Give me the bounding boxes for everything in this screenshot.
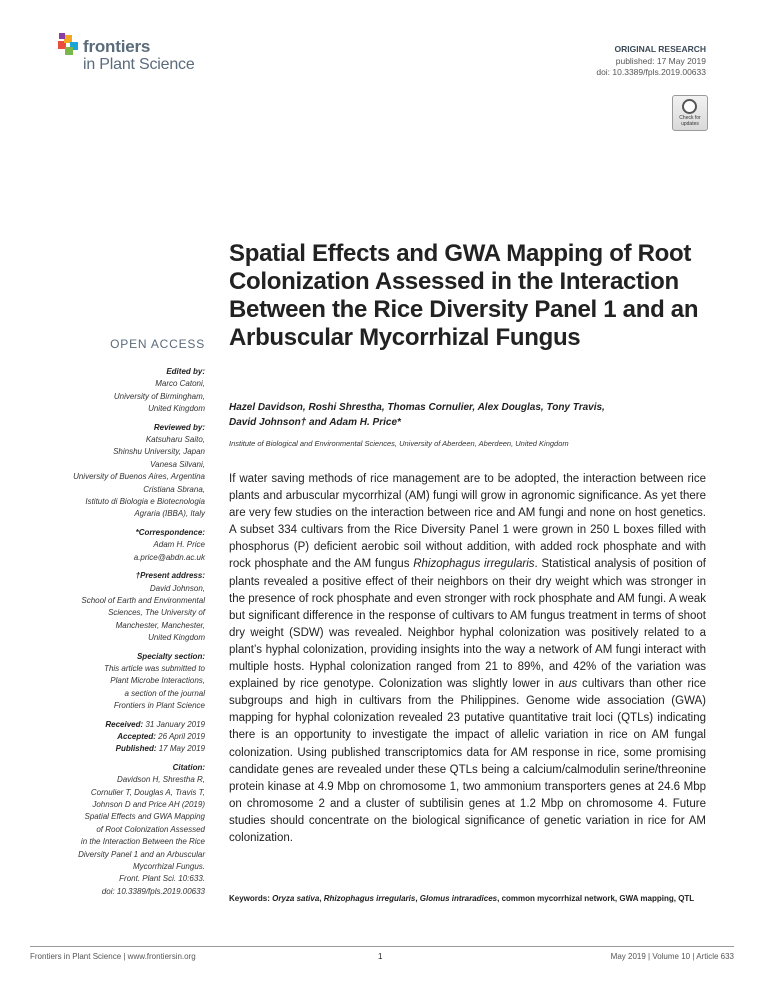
abstract-part-1: If water saving methods of rice management are to be adopted, the interaction between rice plants and arbuscular mycorrhizal (AM) fungi will grow in agronomic significance. As yet there are very few studies on the interaction between rice and AM fungi and none on host genetics. A subset 334 cultivars from the Rice Diversity Panel 1 were grown in 250 L boxes filled with phosphorus (P) deficient aerobic soil without addition, with added rock phosphate and with rock phosphate and the AM fungus <box>229 473 706 571</box>
article-title: Spatial Effects and GWA Mapping of Root Colonization Assessed in the Interaction Between the Rice Diversity Panel 1 and an Arbuscular Mycorrhizal Fungus <box>229 240 699 351</box>
page-number: 1 <box>378 952 383 961</box>
present-address-label: †Present address: <box>135 571 205 581</box>
article-info-sidebar <box>35 366 205 898</box>
reviewer-line: University of Buenos Aires, Argentina <box>73 472 205 482</box>
present-address-line: Sciences, The University of <box>108 608 205 618</box>
check-updates-icon <box>682 99 697 114</box>
check-for-updates-button[interactable] <box>672 95 708 131</box>
reviewer-line: Cristiana Sbrana, <box>143 484 205 494</box>
citation-line: Spatial Effects and GWA Mapping <box>84 812 205 822</box>
journal-logo <box>58 33 218 77</box>
abstract-part-2: . Statistical analysis of position of plants revealed a positive effect of their neighbors on their dry weight which was stronger in the presence of rock phosphate and even stronger with rock phosphate and AM fungi. A weak but significant difference in the response of cultivars to AM fungus treatment in terms of shoot dry weight (SDW) was revealed. Neighbor hyphal colonization was positively related to a plant’s hyphal colonization, providing insights into the way a network of AM fungi interact with multiple hosts. Hyphal colonization ranged from 21 to 89%, and 42% of the variation was explained by rice genotype. Colonization was slightly lower in <box>229 558 707 691</box>
reviewer-line: Agraria (IBBA), Italy <box>134 509 205 519</box>
keyword-1: Oryza sativa <box>272 894 320 903</box>
doi-link[interactable]: doi: 10.3389/fpls.2019.00633 <box>596 67 706 77</box>
accepted-date: Accepted: 26 April 2019 <box>117 731 205 741</box>
abstract-aus: aus <box>558 678 578 691</box>
keyword-2: Rhizophagus irregularis <box>323 894 416 903</box>
reviewer-line: Katsuharu Saito, <box>145 435 205 445</box>
citation-line: Johnson D and Price AH (2019) <box>92 800 205 809</box>
authors-line-2: David Johnson† and Adam H. Price* <box>229 416 401 428</box>
correspondence-email-link[interactable]: a.price@abdn.ac.uk <box>133 552 205 562</box>
published-date: published: 17 May 2019 <box>615 56 706 66</box>
present-address-line: Manchester, Manchester, <box>115 620 205 630</box>
keywords: Keywords: Oryza sativa, Rhizophagus irregularis, Glomus intraradices, common mycorrhizal network, GWA mapping, QTL <box>229 894 695 903</box>
logo-word-frontiers: frontiers <box>83 37 151 56</box>
logo-word-journal: in Plant Science <box>83 56 195 73</box>
reviewer-line: Shinshu University, Japan <box>113 447 205 457</box>
received-date: Received: 31 January 2019 <box>105 719 205 729</box>
citation-line: Diversity Panel 1 and an Arbuscular <box>78 849 205 859</box>
published-date-sidebar: Published: 17 May 2019 <box>115 744 205 754</box>
present-address-line: School of Earth and Environmental <box>81 595 205 605</box>
specialty-line: Frontiers in Plant Science <box>113 701 205 711</box>
keywords-label: Keywords: <box>229 894 270 903</box>
citation-line: Mycorrhizal Fungus. <box>132 862 205 872</box>
citation-line: of Root Colonization Assessed <box>96 824 205 834</box>
specialty-section-label: Specialty section: <box>136 651 205 661</box>
abstract-part-3: cultivars than other rice subgroups and high in cultivars from the Philippines. Genome wide association (GWA) mapping for hyphal colonization revealed 23 putative quantitative trait loci (QTLs) indicating there is an opportunity to investigate the impact of allelic variation in rice on AM fungal colonization. Using published transcriptomics data for AM response in rice, some promising candidate genes are revealed under these QTLs being a calcium/calmodulin serine/threonine protein kinase at 4.9 Mbp on chromosome 1, two ammonium transporters genes at 24.6 Mbp on chromosome 2 and a cluster of subtilisin genes at 1.2 Mbp on chromosome 4. Future studies should concentrate on the biological significance of genetic variation in rice for AM colonization. <box>229 678 706 844</box>
specialty-line: Plant Microbe Interactions, <box>110 676 205 686</box>
edited-by-label: Edited by: <box>166 367 205 376</box>
editor-line: University of Birmingham, <box>113 391 205 401</box>
correspondence-name: Adam H. Price <box>153 540 205 550</box>
present-address-line: United Kingdom <box>148 633 205 643</box>
frontiers-logo-icon <box>58 33 80 57</box>
present-address-line: David Johnson, <box>149 583 205 593</box>
footer-divider <box>30 946 734 947</box>
specialty-line: This article was submitted to <box>104 663 205 673</box>
citation-line: Davidson H, Shrestha R, <box>116 775 205 785</box>
specialty-line: a section of the journal <box>124 688 205 698</box>
editor-line: United Kingdom <box>148 404 205 414</box>
abstract <box>229 471 706 847</box>
author-list <box>229 401 709 430</box>
reviewed-by-label: Reviewed by: <box>153 422 205 432</box>
citation-doi-link[interactable]: doi: 10.3389/fpls.2019.00633 <box>101 886 205 896</box>
editor-line: Marco Catoni, <box>155 379 205 389</box>
check-updates-label: Check for updates <box>679 115 701 127</box>
footer-issue-info: May 2019 | Volume 10 | Article 633 <box>610 952 734 961</box>
affiliation: Institute of Biological and Environmental Sciences, University of Aberdeen, Aberdeen, United Kingdom <box>229 439 569 448</box>
keyword-3: Glomus intraradices <box>419 894 498 903</box>
article-type: ORIGINAL RESEARCH <box>614 44 706 54</box>
authors-line-1: Hazel Davidson, Roshi Shrestha, Thomas Cornulier, Alex Douglas, Tony Travis, <box>229 402 605 413</box>
keywords-rest: , common mycorrhizal network, GWA mapping, QTL <box>497 894 695 903</box>
footer-journal-link[interactable]: Frontiers in Plant Science | www.frontiersin.org <box>30 952 196 961</box>
correspondence-label: *Correspondence: <box>135 527 205 537</box>
citation-line: Front. Plant Sci. 10:633. <box>119 874 205 884</box>
open-access-label: OPEN ACCESS <box>110 337 205 351</box>
citation-line: in the Interaction Between the Rice <box>80 837 205 847</box>
abstract-species: Rhizophagus irregularis <box>413 558 535 571</box>
citation-line: Cornulier T, Douglas A, Travis T, <box>90 787 205 797</box>
reviewer-line: Vanesa Silvani, <box>150 459 205 469</box>
citation-label: Citation: <box>172 762 205 772</box>
reviewer-line: Istituto di Biologia e Biotecnologia <box>85 497 205 507</box>
